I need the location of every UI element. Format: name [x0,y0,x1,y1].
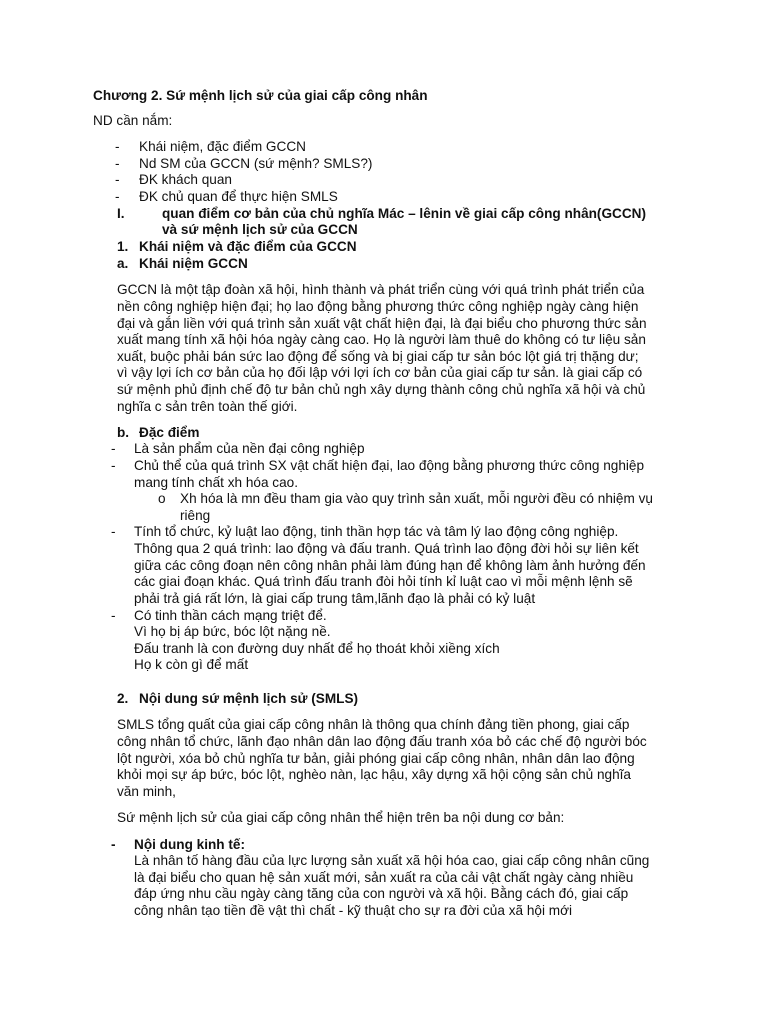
paragraph-line: đại và gắn liền với quá trình sản xuất vật chất hiện đại, là đại biểu cho phương thức sản [117,316,647,331]
paragraph-line: GCCN là một tập đoàn xã hội, hình thành và phát triển cùng với quá trình phát triển của [117,282,645,297]
list-item: ĐK chủ quan để thực hiện SMLS [139,189,338,204]
paragraph-line: Là nhân tố hàng đầu của lực lượng sản xuất xã hội hóa cao, giai cấp công nhân cũng [134,853,650,868]
feature-2-sub-line: riêng [180,508,211,523]
feature-4-line: Có tinh thần cách mạng triệt để. [134,608,327,623]
list-dash: - [115,172,120,187]
paragraph-line: công nhân tổ chức, lãnh đạo nhân dân lao động đấu tranh xóa bỏ các chế độ người bóc [117,734,647,749]
paragraph-line: xuất mang tính xã hội hóa ngày càng cao. Họ là người làm thuê do không có tư liệu sản [117,332,646,347]
section-a-marker: a. [117,256,129,271]
list-dash: - [115,139,120,154]
section-1-marker: 1. [117,239,129,254]
list-item: Khái niệm, đặc điểm GCCN [139,139,306,154]
list-dash: - [111,608,116,623]
paragraph-line: là đại biểu cho quan hệ sản xuất mới, sản xuất ra của cải vật chất ngày càng nhiều [134,870,634,885]
chapter-title: Chương 2. Sứ mệnh lịch sử của giai cấp công nhân [93,88,428,103]
section-a-heading: Khái niệm GCCN [139,256,248,271]
paragraph-line: nghĩa c sản trên toàn thế giới. [117,399,298,414]
feature-2-line: mang tính chất xh hóa cao. [134,475,298,490]
section-i-heading-line1: quan điểm cơ bản của chủ nghĩa Mác – lênin về giai cấp công nhân(GCCN) [162,206,647,221]
section-1-heading: Khái niệm và đặc điểm của GCCN [139,239,357,254]
economic-heading: Nội dung kinh tế: [134,837,246,852]
feature-2-line: Chủ thể của quá trình SX vật chất hiện đại, lao động bằng phương thức công nghiệp [134,458,645,473]
section-2-marker: 2. [117,691,129,706]
feature-3-line: Thông qua 2 quá trình: lao động và đấu tranh. Quá trình lao động đời hỏi sự liên kết [134,541,639,556]
feature-3-line: giữa các công đoạn nên công nhân phải làm đúng hạn để không làm ảnh hưởng đến [134,558,646,573]
feature-3-line: phải trả giá rất lớn, là giai cấp trung tâm,lãnh đạo là phải có kỷ luật [134,591,536,606]
section-i-marker: I. [117,206,125,221]
feature-1: Là sản phẩm của nền đại công nghiệp [134,441,365,456]
nd-label: ND cần nắm: [93,113,173,128]
list-dash: - [111,524,116,539]
paragraph-line: sứ mệnh phủ định chế độ tư bản chủ ngh xây dựng thành công chủ nghĩa xã hội và chủ [117,382,646,397]
paragraph-line: khỏi mọi sự áp bức, bóc lột, nghèo nàn, lạc hậu, xây dựng xã hội cộng sản chủ nghĩa [117,767,631,782]
smls-intro: Sứ mệnh lịch sử của giai cấp công nhân thể hiện trên ba nội dung cơ bản: [117,810,565,825]
paragraph-line: vì vậy lợi ích cơ bản của họ đối lập với lợi ích cơ bản của giai cấp tư sản. là giai cấp có [117,365,643,380]
paragraph-line: văn minh, [117,784,176,799]
list-dash: - [115,156,120,171]
feature-4-line: Vì họ bị áp bức, bóc lột nặng nề. [134,624,331,639]
feature-2-sub-line: Xh hóa là mn đều tham gia vào quy trình sản xuất, mỗi người đều có nhiệm vụ [180,491,653,506]
list-item: ĐK khách quan [139,172,232,187]
list-dash: - [111,441,116,456]
list-dash: - [115,189,120,204]
paragraph-line: đáp ứng nhu cầu ngày càng tăng của con người và xã hội. Bằng cách đó, giai cấp [134,886,629,901]
paragraph-line: nền công nghiệp hiện đại; họ lao động bằng phương thức công nghiệp ngày càng hiện [117,299,639,314]
section-b-heading: Đặc điểm [139,425,200,440]
section-i-heading-line2: và sứ mệnh lịch sử của GCCN [162,222,358,237]
paragraph-line: xuất, buộc phải bán sức lao động để sống và bị giai cấp tư sản bóc lột giá trị thặng dư; [117,349,639,364]
sub-bullet-marker: o [158,491,166,506]
feature-4-line: Họ k còn gì để mất [134,657,249,672]
list-dash: - [111,837,116,852]
paragraph-line: lột người, xóa bỏ chủ nghĩa tư bản, giải phóng giai cấp công nhân, nhân dân lao động [117,751,635,766]
list-item: Nd SM của GCCN (sứ mệnh? SMLS?) [139,156,373,171]
section-2-heading: Nội dung sứ mệnh lịch sử (SMLS) [139,691,359,706]
feature-4-line: Đấu tranh là con đường duy nhất để họ thoát khỏi xiềng xích [134,641,500,656]
list-dash: - [111,458,116,473]
section-b-marker: b. [117,425,130,440]
paragraph-line: công nhân tạo tiền đề vật thì chất - kỹ thuật cho sự ra đời của xã hội mới [134,903,573,918]
feature-3-line: các giai đoạn khác. Quá trình đấu tranh đòi hỏi tính kỉ luật cao vì mỗi mệnh lệnh sẽ [134,574,633,589]
paragraph-line: SMLS tổng quất của giai cấp công nhân là thông qua chính đảng tiền phong, giai cấp [117,717,630,732]
feature-3-line: Tính tổ chức, kỷ luật lao động, tinh thần hợp tác và tâm lý lao động công nghiệp. [134,524,619,539]
